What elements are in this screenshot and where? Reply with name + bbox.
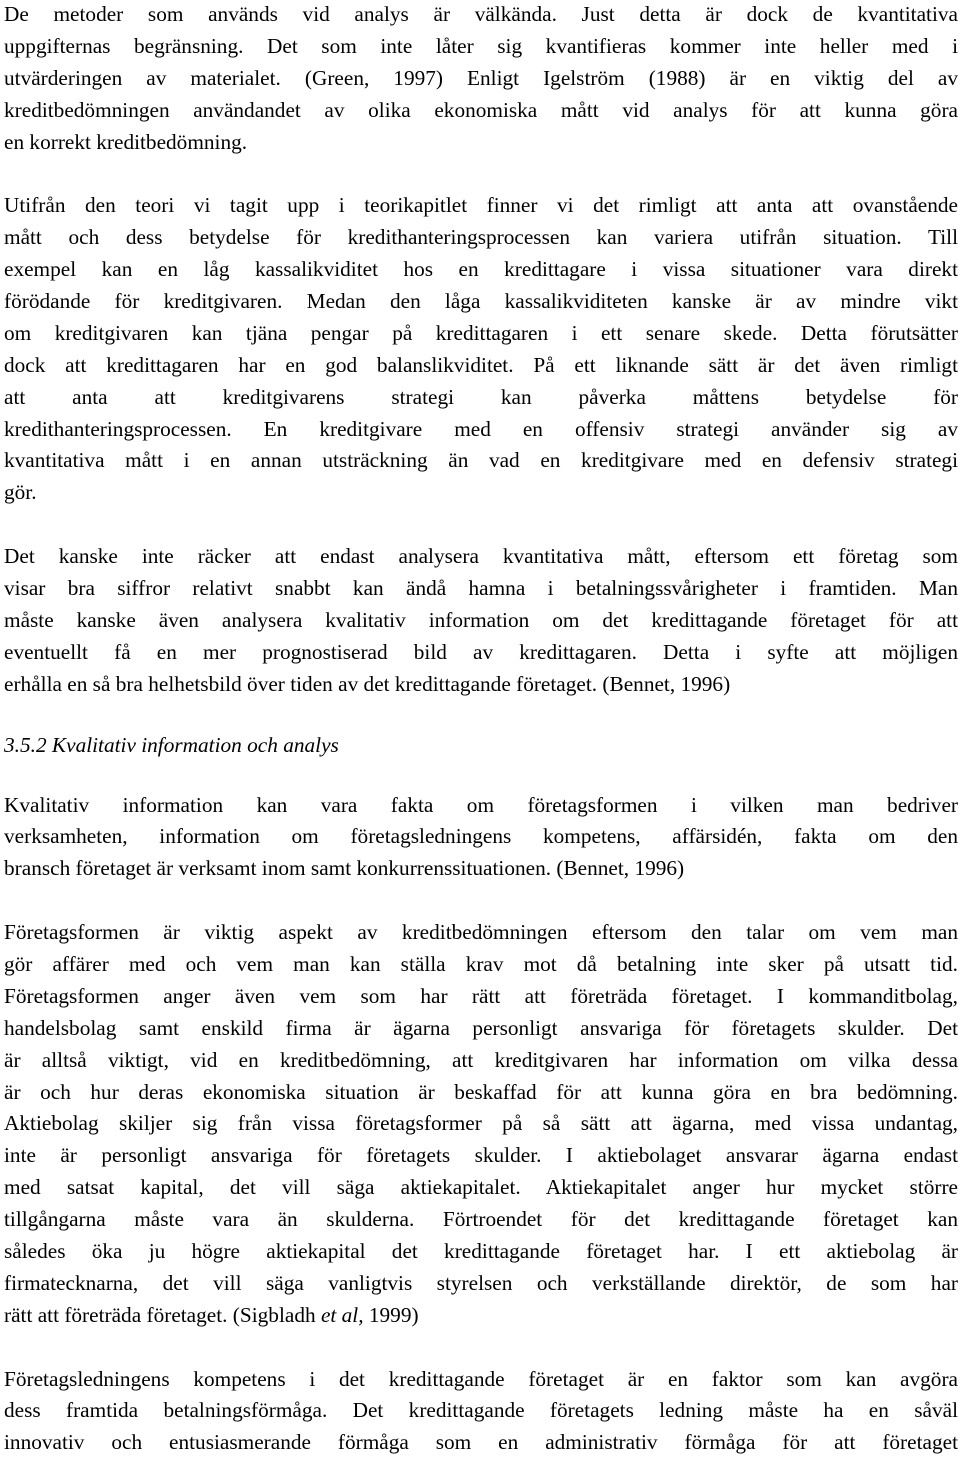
- text-line: handelsbolag samt enskild firma är ägarna personligt ansvariga för företagets skulder. Det: [4, 1015, 958, 1040]
- text-line: inte är personligt ansvariga för företagets skulder. I aktiebolaget ansvarar ägarna endast: [4, 1143, 958, 1168]
- citation-text: rätt att företräda företaget. (Sigbladh: [4, 1302, 321, 1327]
- text-line: om kreditgivaren kan tjäna pengar på kredittagaren i ett senare skede. Detta förutsätter: [4, 320, 958, 345]
- text-line: Aktiebolag skiljer sig från vissa företagsformer på så sätt att ägarna, med vissa undantag,: [4, 1111, 958, 1136]
- text-line: uppgifternas begränsning. Det som inte låter sig kvantifieras kommer inte heller med i: [4, 33, 958, 58]
- text-line: en korrekt kreditbedömning.: [4, 129, 248, 154]
- text-line: gör.: [4, 480, 37, 505]
- text-line: med satsat kapital, det vill säga aktiekapitalet. Aktiekapitalet anger hur mycket större: [4, 1175, 958, 1200]
- text-line: eventuellt få en mer prognostiserad bild av kredittagaren. Detta i syfte att möjligen: [4, 639, 958, 664]
- text-line: bransch företaget är verksamt inom samt konkurrenssituationen. (Bennet, 1996): [4, 856, 685, 881]
- text-line: Företagsledningens kompetens i det kredittagande företaget är en faktor som kan avgöra: [4, 1366, 958, 1391]
- text-line: exempel kan en låg kassalikviditet hos en kredittagare i vissa situationer vara direkt: [4, 257, 958, 282]
- text-line: mått och dess betydelse för kredithanteringsprocessen kan variera utifrån situation. Till: [4, 225, 958, 250]
- text-line: kvantitativa mått i en annan utsträckning än vad en kreditgivare med en defensiv strategi: [4, 448, 958, 473]
- text-line: Det kanske inte räcker att endast analysera kvantitativa mått, eftersom ett företag som: [4, 544, 958, 569]
- text-line: Kvalitativ information kan vara fakta om företagsformen i vilken man bedriver: [4, 792, 958, 817]
- text-line: Utifrån den teori vi tagit upp i teorikapitlet finner vi det rimligt att anta att ovanstående: [4, 193, 958, 218]
- text-line: visar bra siffror relativt snabbt kan ändå hamna i betalningssvårigheter i framtiden. Man: [4, 576, 958, 601]
- document-page: [4, 0, 958, 1459]
- text-line: utvärderingen av materialet. (Green, 1997) Enligt Igelström (1988) är en viktig del av: [4, 65, 958, 90]
- text-line: dess framtida betalningsförmåga. Det kredittagande företagets ledning måste ha en såväl: [4, 1398, 958, 1423]
- text-line: verksamheten, information om företagsledningens kompetens, affärsidén, fakta om den: [4, 824, 958, 849]
- text-line: måste kanske även analysera kvalitativ information om det kredittagande företaget för att: [4, 607, 958, 632]
- text-line: gör affärer med och vem man kan ställa krav mot då betalning inte sker på utsatt tid.: [4, 951, 958, 976]
- text-line: [4, 1300, 958, 1332]
- text-line: således öka ju högre aktiekapital det kredittagande företaget har. I ett aktiebolag är: [4, 1238, 958, 1263]
- citation-year: 1999): [363, 1302, 419, 1327]
- paragraph-3: [4, 541, 958, 700]
- paragraph-4: [4, 790, 958, 886]
- text-line: De metoder som används vid analys är välkända. Just detta är dock de kvantitativa: [4, 2, 958, 26]
- text-line: är alltså viktigt, vid en kreditbedömning, att kreditgivaren har information om vilka dessa: [4, 1047, 958, 1072]
- text-line: Företagsformen är viktig aspekt av kreditbedömningen eftersom den talar om vem man: [4, 920, 958, 945]
- citation-et-al: et al,: [320, 1302, 364, 1327]
- text-line: kreditbedömningen användandet av olika ekonomiska mått vid analys för att kunna göra: [4, 97, 958, 122]
- paragraph-2: [4, 190, 958, 509]
- paragraph-5: [4, 917, 958, 1332]
- section-heading: 3.5.2 Kvalitativ information och analys: [4, 732, 339, 757]
- text-line: är och hur deras ekonomiska situation är beskaffad för att kunna göra en bra bedömning.: [4, 1079, 958, 1104]
- text-line: erhålla en så bra helhetsbild över tiden av det kredittagande företaget. (Bennet, 1996): [4, 671, 731, 696]
- text-line: kredithanteringsprocessen. En kreditgivare med en offensiv strategi använder sig av: [4, 416, 958, 441]
- text-line: förödande för kreditgivaren. Medan den låga kassalikviditeten kanske är av mindre vikt: [4, 289, 958, 314]
- paragraph-1: [4, 0, 958, 158]
- text-line: innovativ och entusiasmerande förmåga som en administrativ förmåga för att företaget: [4, 1430, 958, 1455]
- text-line: att anta att kreditgivarens strategi kan påverka måttens betydelse för: [4, 384, 958, 409]
- text-line: Företagsformen anger även vem som har rätt att företräda företaget. I kommanditbolag,: [4, 983, 958, 1008]
- text-line: dock att kredittagaren har en god balanslikviditet. På ett liknande sätt är det även rimligt: [4, 352, 958, 377]
- text-line: tillgångarna måste vara än skulderna. Förtroendet för det kredittagande företaget kan: [4, 1207, 958, 1232]
- paragraph-6: [4, 1364, 958, 1459]
- text-line: firmatecknarna, det vill säga vanligtvis styrelsen och verkställande direktör, de som har: [4, 1270, 958, 1295]
